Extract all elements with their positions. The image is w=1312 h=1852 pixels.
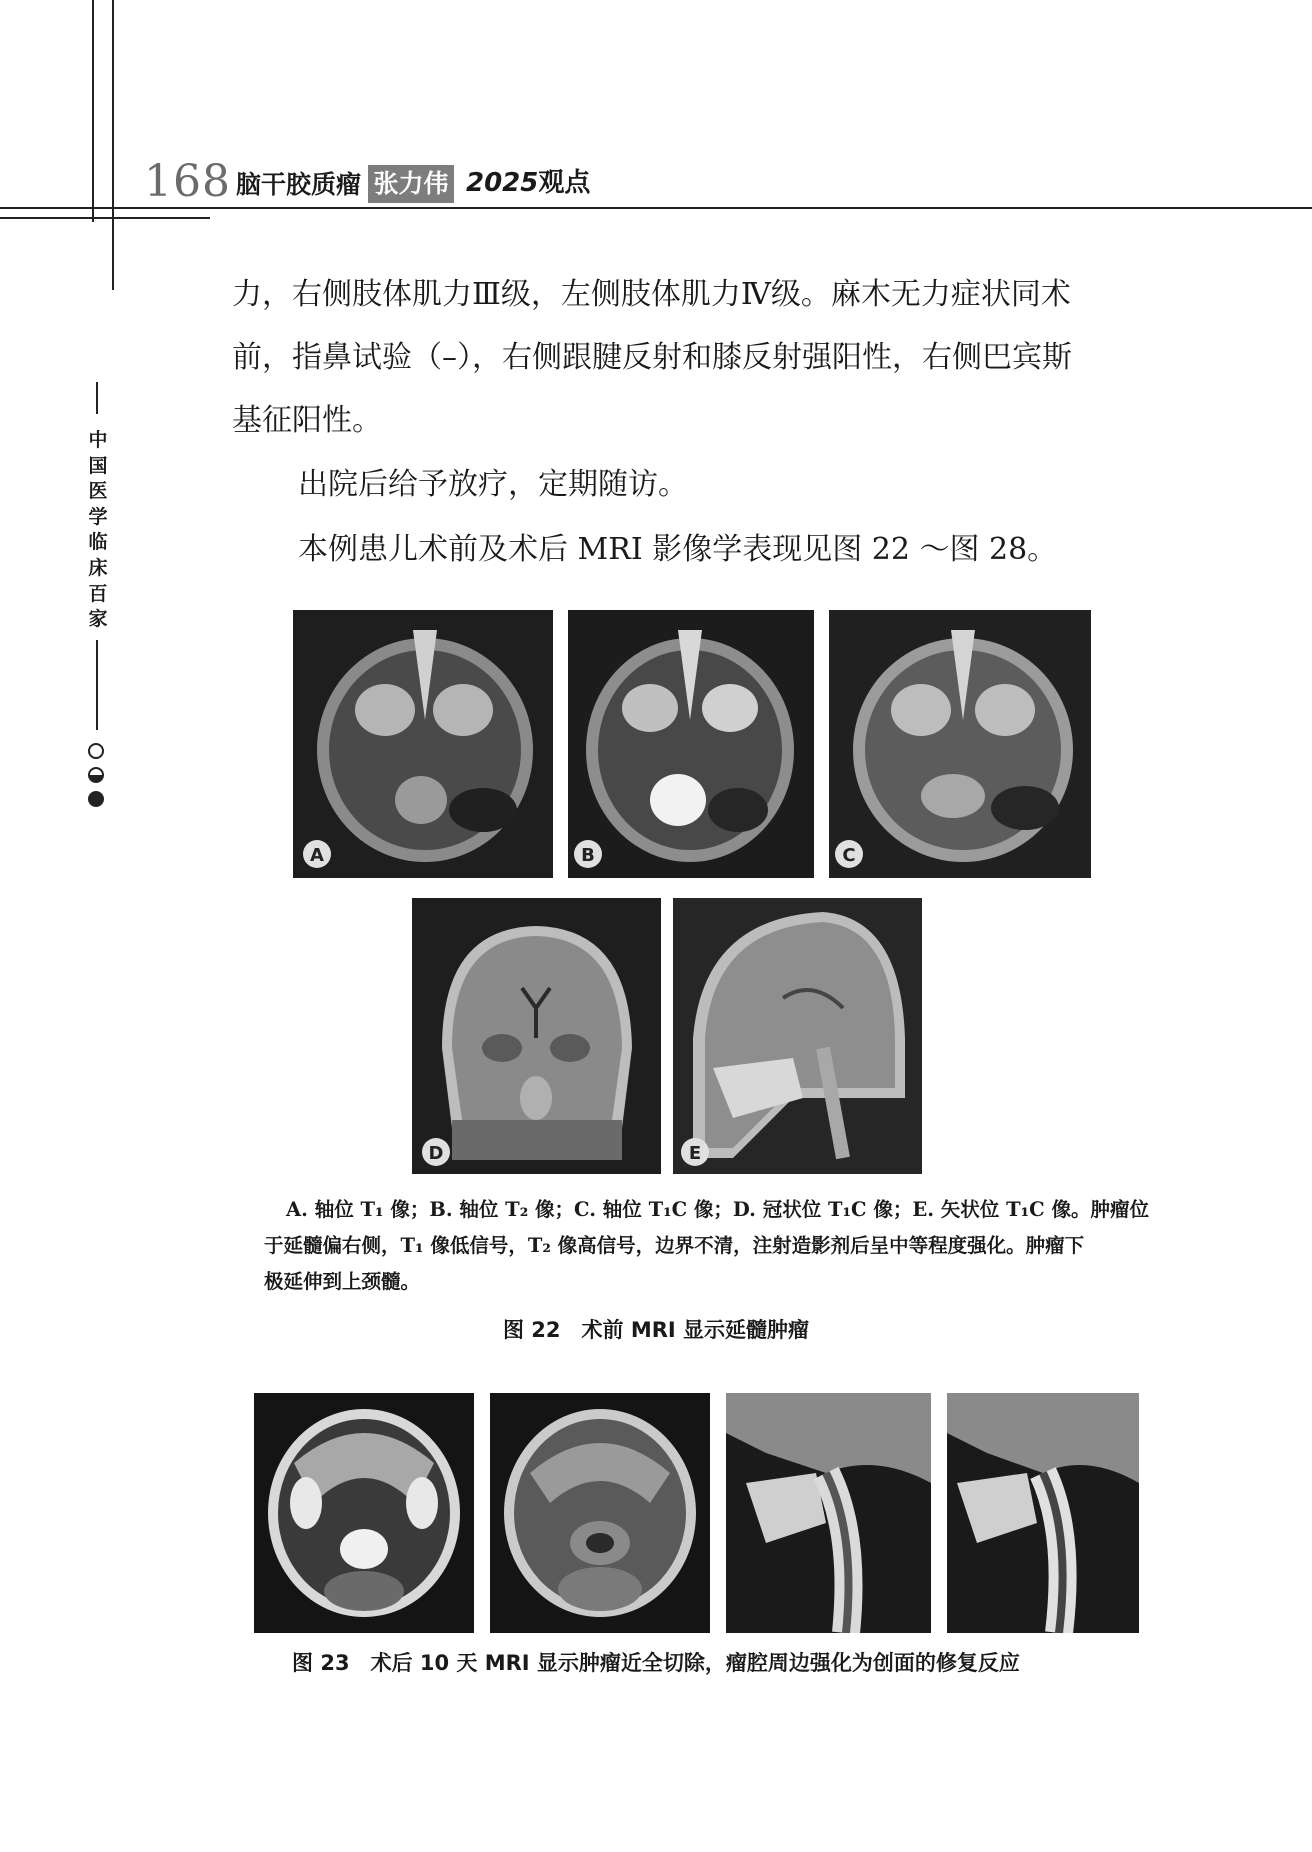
- edition-label: [466, 170, 590, 196]
- author-name: 张力伟: [368, 165, 454, 203]
- figure22-title: 图 22 术前 MRI 显示延髓肿瘤: [502, 1318, 810, 1342]
- panel-e-label: E: [688, 1143, 702, 1164]
- mri-panel-b: [568, 610, 814, 878]
- panel-b-label: B: [581, 845, 595, 866]
- body-paragraph-1: 力，右侧肢体肌力Ⅲ级，左侧肢体肌力Ⅳ级。麻木无力症状同术: [232, 277, 1071, 312]
- body-paragraph-2: 前，指鼻试验（–），右侧跟腱反射和膝反射强阳性，右侧巴宾斯: [232, 340, 1072, 375]
- mri-postop-panel-1: [254, 1393, 474, 1633]
- header-rule-thick: [0, 207, 1312, 209]
- circle-empty-icon: [88, 743, 104, 759]
- mri-panel-c: [829, 610, 1091, 878]
- figure22-caption-line-3: 极延伸到上颈髓。: [264, 1270, 421, 1293]
- side-rule-upper: [96, 382, 98, 414]
- body-paragraph-3: 基征阳性。: [232, 403, 382, 438]
- left-rule-inner: [112, 0, 114, 290]
- figure23-title: 图 23 术后 10 天 MRI 显示肿瘤近全切除，瘤腔周边强化为创面的修复反应: [292, 1651, 1020, 1675]
- page-number: 168: [144, 156, 231, 207]
- mri-postop-panel-4: [947, 1393, 1139, 1633]
- circle-filled-icon: [88, 791, 104, 807]
- book-title: 脑干胶质瘤: [236, 170, 362, 199]
- circle-half-icon: [88, 767, 104, 783]
- header-rule-thin: [0, 217, 210, 219]
- mri-postop-panel-2: [490, 1393, 710, 1633]
- mri-panel-e: [673, 898, 922, 1174]
- body-paragraph-4: 出院后给予放疗，定期随访。: [298, 467, 688, 502]
- mri-postop-panel-3: [726, 1393, 931, 1633]
- series-title: 中国医学临床百家: [88, 429, 108, 631]
- edition-suffix: 观点: [538, 168, 591, 198]
- panel-c-label: C: [842, 845, 856, 866]
- mri-panel-d: [412, 898, 661, 1174]
- panel-a-label: A: [310, 845, 324, 866]
- body-paragraph-5: 本例患儿术前及术后 MRI 影像学表现见图 22 ～图 28。: [298, 532, 1058, 567]
- panel-d-label: D: [428, 1143, 444, 1164]
- figure22-caption-line-2: 于延髓偏右侧，T₁ 像低信号，T₂ 像高信号，边界不清，注射造影剂后呈中等程度强化。肿瘤下: [264, 1234, 1085, 1257]
- side-rule-lower: [96, 640, 98, 730]
- left-rule-outer: [92, 0, 94, 222]
- figure22-caption-line-1: A. 轴位 T₁ 像；B. 轴位 T₂ 像；C. 轴位 T₁C 像；D. 冠状位 T₁C 像；E. 矢状位 T₁C 像。肿瘤位: [286, 1198, 1149, 1221]
- mri-panel-a: [293, 610, 553, 878]
- edition-year: 2025: [466, 168, 539, 198]
